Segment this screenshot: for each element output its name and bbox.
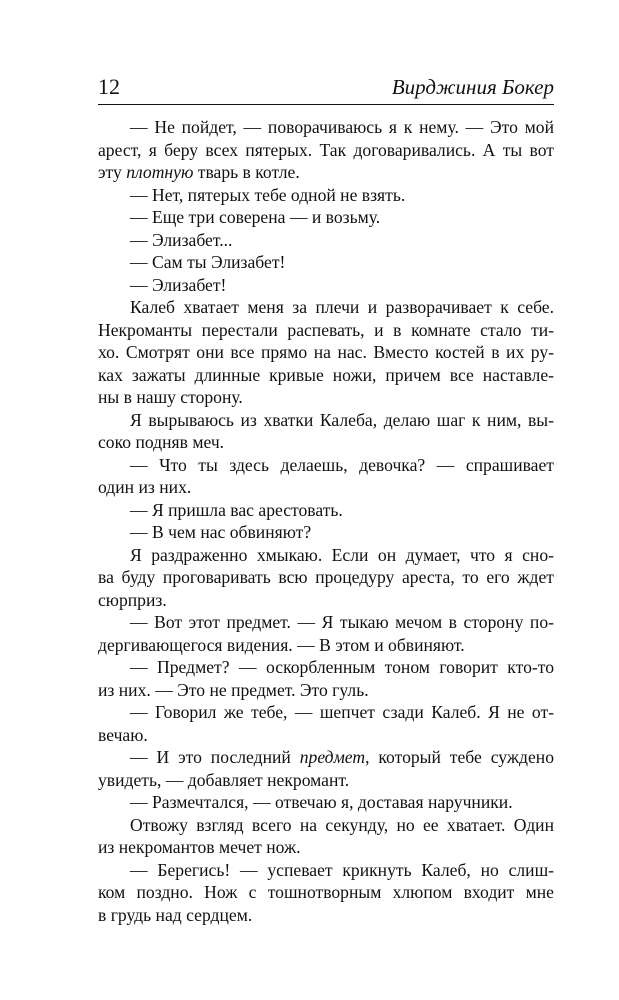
- text-line: вечаю.: [98, 724, 148, 745]
- text-line: Я вырываюсь из хватки Калеба, делаю шаг к ним, вы-: [130, 409, 554, 430]
- text-line: в грудь над сердцем.: [98, 904, 253, 925]
- text-line: — Берегись! — успевает крикнуть Калеб, но слиш-: [130, 859, 554, 880]
- header-rule: [98, 104, 554, 105]
- text-line: — Элизабет...: [130, 229, 233, 250]
- emphasis: плотную: [126, 162, 194, 182]
- body-text: [98, 116, 554, 926]
- text-line: один из них.: [98, 477, 192, 497]
- text-line: — В чем нас обвиняют?: [130, 522, 312, 542]
- text-line: — Еще три соверена — и возьму.: [130, 207, 381, 227]
- running-title: Вирджиния Бокер: [391, 75, 554, 99]
- text-line: — Размечтался, — отвечаю я, доставая наручники.: [130, 792, 513, 812]
- text-line: сюрприз.: [98, 589, 167, 610]
- running-header: [98, 70, 554, 106]
- emphasis: предмет: [299, 747, 366, 767]
- text-line: — Не пойдет, — поворачиваюсь я к нему. — Это мой: [130, 117, 554, 137]
- text-fragment: , который тебе суждено: [365, 747, 554, 767]
- text-line: Калеб хватает меня за плечи и разворачивает к себе.: [130, 297, 554, 317]
- text-line: — Элизабет!: [130, 274, 227, 295]
- text-line: соко подняв меч.: [98, 432, 225, 452]
- text-line: ком поздно. Нож с тошнотворным хлюпом входит мне: [98, 882, 554, 902]
- text-line: Некроманты перестали распевать, и в комнате стало ти-: [98, 319, 554, 340]
- text-line: — Говорил же тебе, — шепчет сзади Калеб. Я не от-: [130, 702, 554, 722]
- text-line: из них. — Это не предмет. Это гуль.: [98, 679, 369, 700]
- text-line: — Нет, пятерых тебе одной не взять.: [130, 184, 406, 205]
- page-number: 12: [98, 74, 120, 99]
- text-line: дергивающегося видения. — В этом и обвиняют.: [98, 634, 465, 655]
- text-line: ны в нашу сторону.: [98, 387, 243, 407]
- text-line: Я раздраженно хмыкаю. Если он думает, что я сно-: [130, 544, 554, 565]
- text-fragment: тварь в котле.: [193, 162, 300, 182]
- text-line: [98, 161, 554, 184]
- text-line: — Вот этот предмет. — Я тыкаю мечом в сторону по-: [130, 612, 554, 632]
- text-fragment: — И это последний: [130, 747, 300, 767]
- text-line: арест, я беру всех пятерых. Так договаривались. А ты вот: [98, 139, 554, 160]
- text-fragment: эту: [98, 162, 127, 182]
- text-line: ва буду проговаривать всю процедуру ареста, то его ждет: [98, 567, 554, 587]
- text-line: — Предмет? — оскорбленным тоном говорит кто-то: [130, 657, 554, 677]
- text-line: — Я пришла вас арестовать.: [130, 499, 343, 520]
- text-line: [98, 746, 554, 769]
- text-line: из некромантов мечет нож.: [98, 837, 301, 857]
- text-line: увидеть, — добавляет некромант.: [98, 769, 350, 790]
- text-line: — Что ты здесь делаешь, девочка? — спрашивает: [130, 454, 554, 475]
- text-line: хо. Смотрят они все прямо на нас. Вместо костей в их ру-: [98, 342, 554, 362]
- text-line: — Сам ты Элизабет!: [130, 252, 286, 272]
- text-line: Отвожу взгляд всего на секунду, но ее хватает. Один: [130, 814, 554, 835]
- text-line: ках зажаты длинные кривые ножи, причем все наставле-: [98, 364, 554, 385]
